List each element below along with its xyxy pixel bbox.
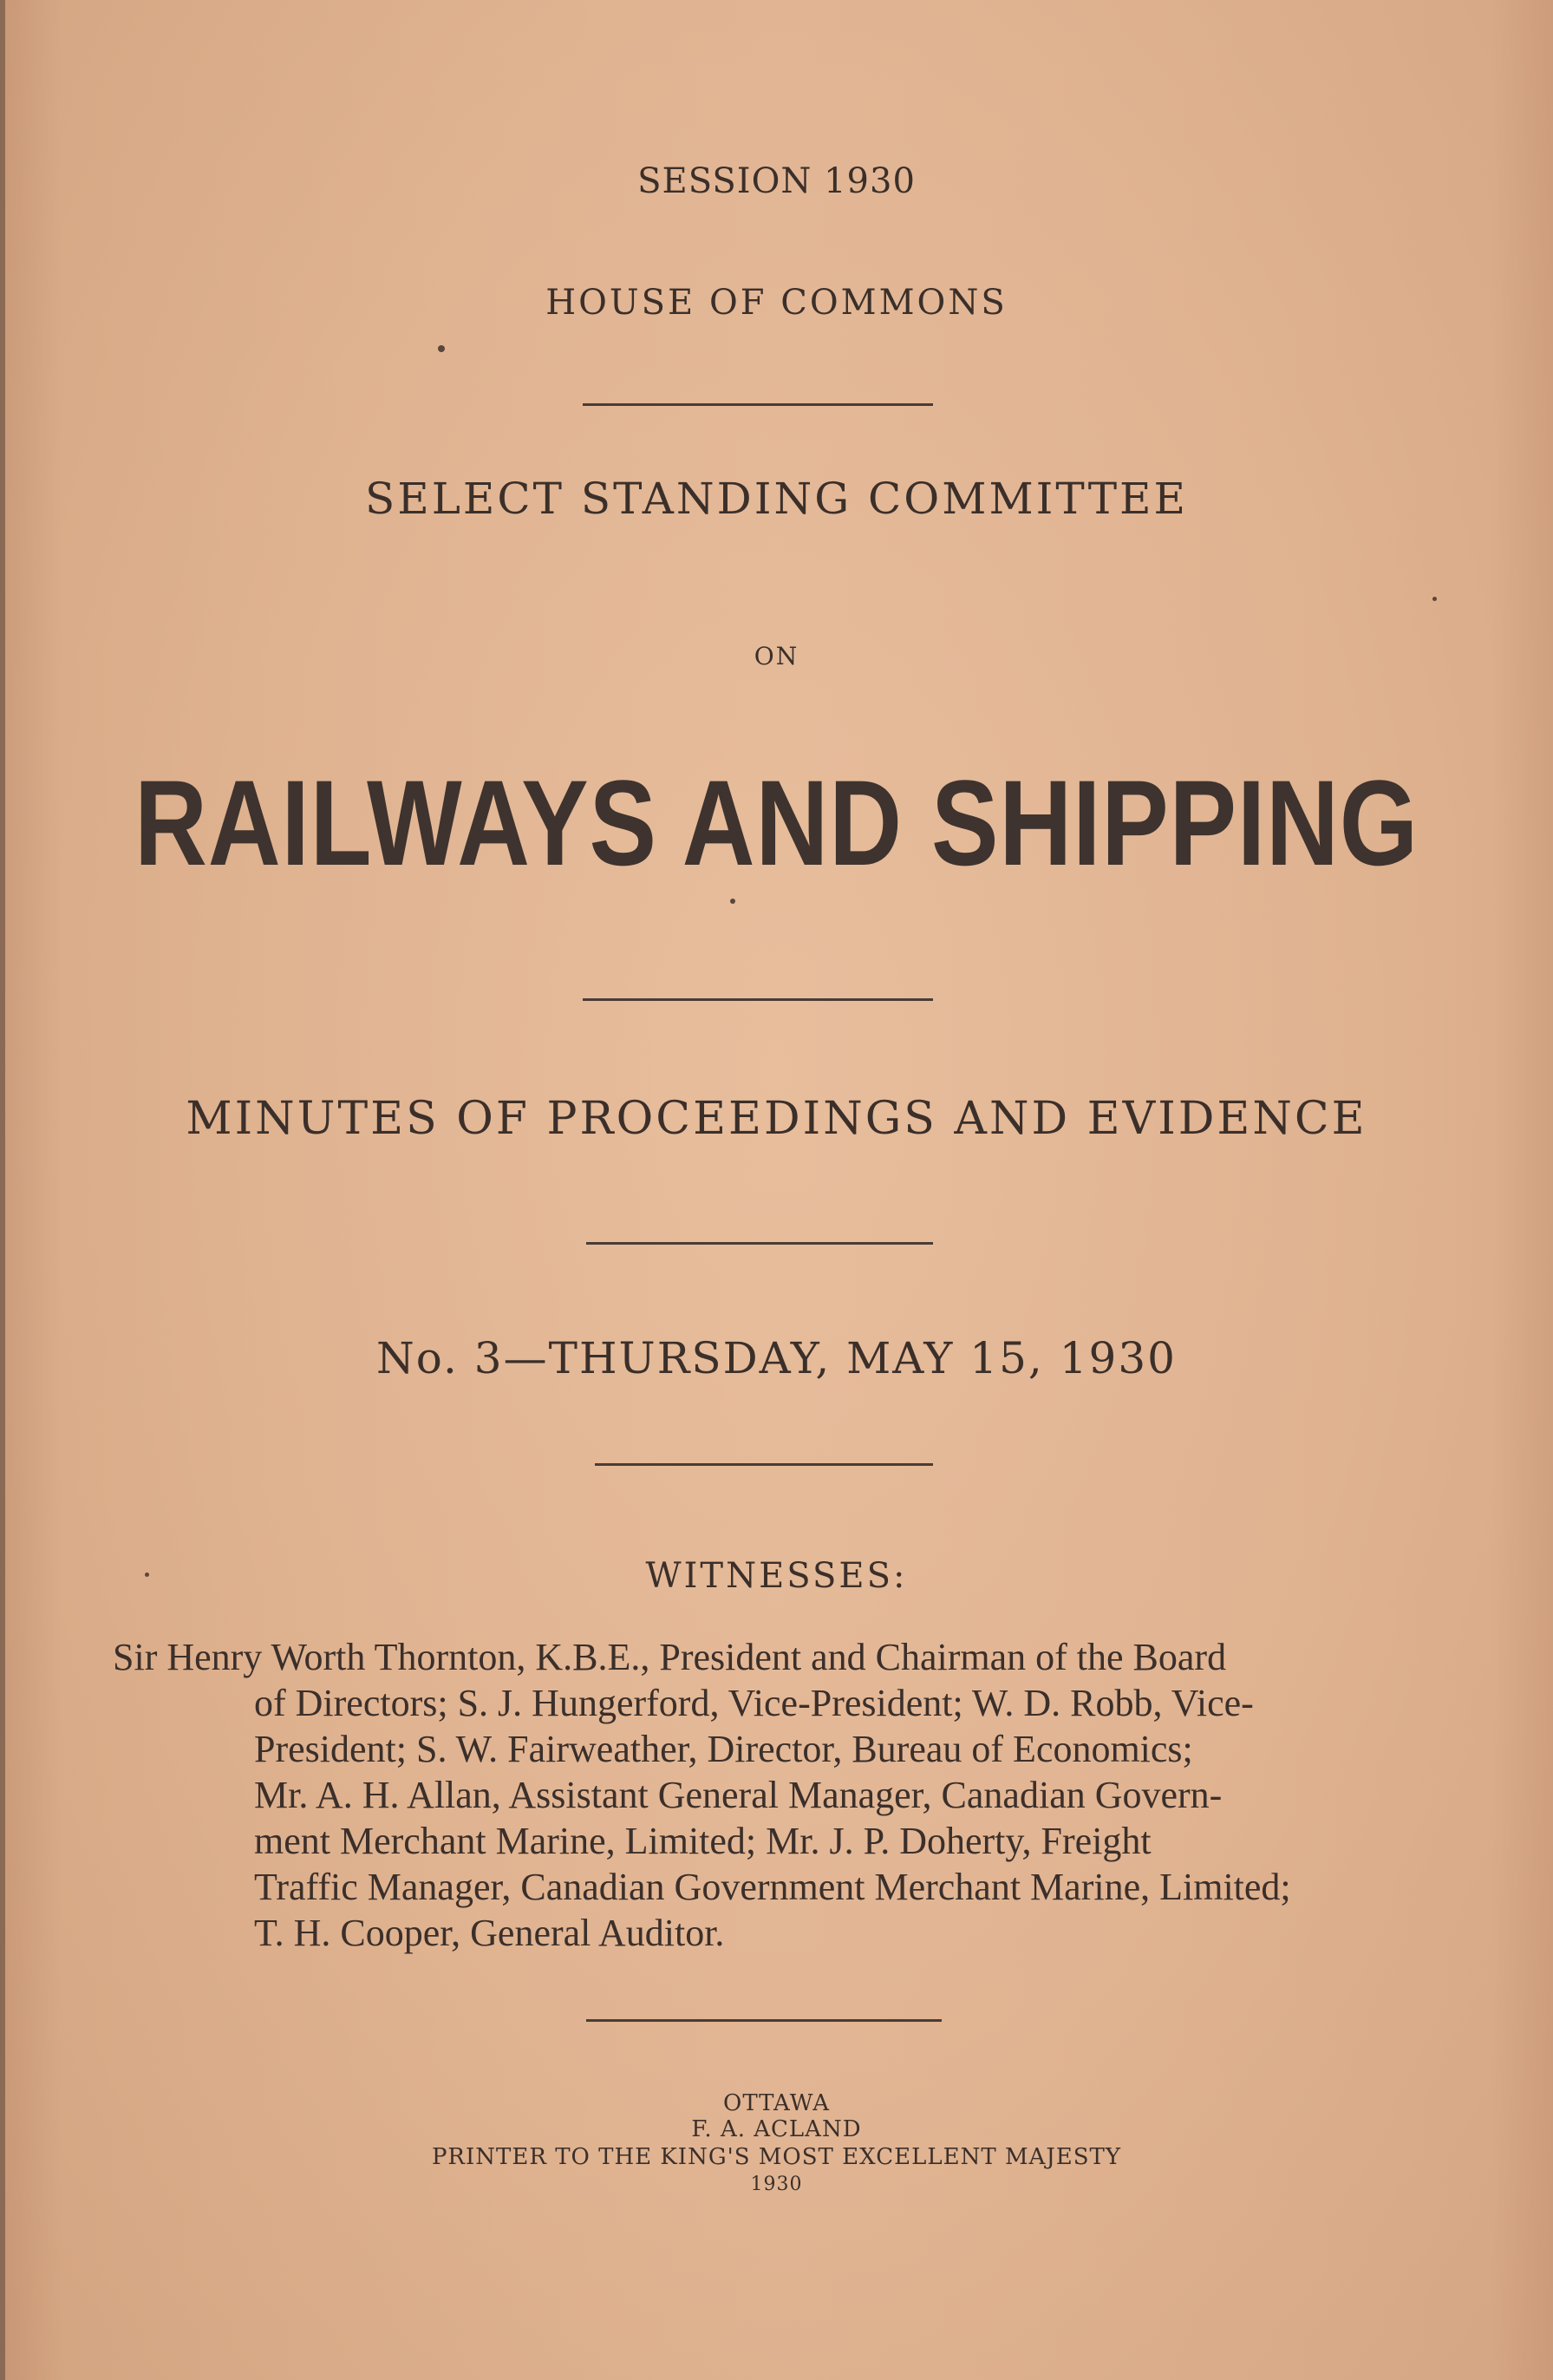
divider-rule-1 xyxy=(583,403,933,406)
on-connector: ON xyxy=(754,642,799,670)
paper-speck xyxy=(438,345,445,352)
imprint-year: 1930 xyxy=(750,2174,803,2195)
witness-line: Mr. A. H. Allan, Assistant General Manager, Canadian Govern- xyxy=(254,1774,1223,1816)
session-line: SESSION 1930 xyxy=(637,161,916,201)
imprint-printer-title: PRINTER TO THE KING'S MOST EXCELLENT MAJESTY xyxy=(431,2144,1122,2170)
witness-line: Sir Henry Worth Thornton, K.B.E., President and Chairman of the Board xyxy=(113,1636,1227,1678)
divider-rule-3 xyxy=(586,1242,933,1245)
paper-speck xyxy=(145,1572,149,1577)
document-title: RAILWAYS AND SHIPPING xyxy=(134,755,1419,891)
imprint-city: OTTAWA xyxy=(723,2090,830,2116)
witness-line: ment Merchant Marine, Limited; Mr. J. P. Doherty, Freight xyxy=(254,1820,1152,1862)
subtitle-minutes: MINUTES OF PROCEEDINGS AND EVIDENCE xyxy=(186,1093,1367,1145)
committee-heading: SELECT STANDING COMMITTEE xyxy=(364,474,1189,524)
witness-line: T. H. Cooper, General Auditor. xyxy=(254,1912,725,1954)
witnesses-paragraph xyxy=(113,1634,1415,1956)
paper-speck xyxy=(730,899,735,904)
witness-line: of Directors; S. J. Hungerford, Vice-President; W. D. Robb, Vice- xyxy=(254,1682,1254,1724)
divider-rule-5 xyxy=(586,2019,942,2022)
witnesses-heading: WITNESSES: xyxy=(645,1556,908,1596)
witness-line: Traffic Manager, Canadian Government Merchant Marine, Limited; xyxy=(254,1866,1291,1908)
divider-rule-4 xyxy=(595,1463,933,1466)
divider-rule-2 xyxy=(583,998,933,1001)
paper-speck xyxy=(1432,597,1437,601)
witness-line: President; S. W. Fairweather, Director, Bureau of Economics; xyxy=(254,1728,1193,1770)
house-of-commons-line: HOUSE OF COMMONS xyxy=(545,283,1008,323)
imprint-printer: F. A. ACLAND xyxy=(691,2116,862,2142)
binding-edge xyxy=(0,0,5,2380)
issue-date-line: No. 3—THURSDAY, MAY 15, 1930 xyxy=(376,1333,1177,1383)
